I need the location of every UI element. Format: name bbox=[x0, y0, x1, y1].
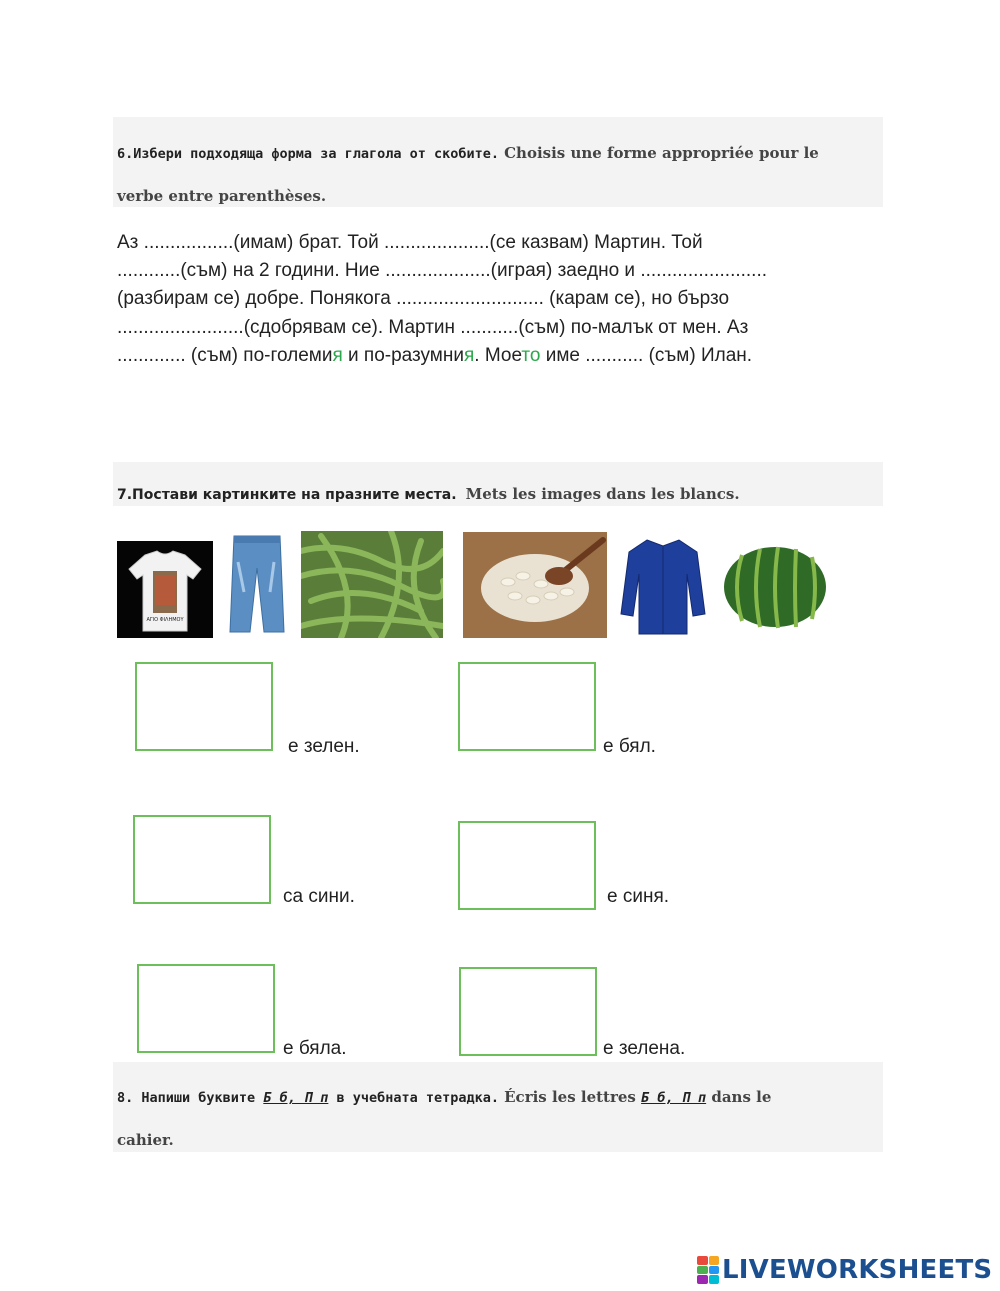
watermelon-image[interactable] bbox=[722, 545, 828, 630]
brand-name: LIVEWORKSHEETS bbox=[722, 1255, 993, 1285]
paragraph-line-4: ........................(сдобрявам се). Мартин ...........(съм) по-малък от мен. Аз bbox=[117, 316, 749, 338]
tshirt-image[interactable] bbox=[117, 541, 213, 638]
exercise-6-title: 6.Избери подходяща форма за глагола от скобите. Choisis une forme appropriée pour le bbox=[117, 144, 819, 162]
svg-text:ΑΓΙΟ ΦΙΛΗΜΟΥ: ΑΓΙΟ ΦΙΛΗΜΟΥ bbox=[146, 617, 184, 623]
jeans-icon bbox=[224, 532, 290, 635]
answer-box-6[interactable] bbox=[459, 967, 597, 1056]
paragraph-line-1: Аз .................(имам) брат. Той ....................(се казвам) Мартин. Той bbox=[117, 232, 703, 253]
blue-shirt-icon bbox=[617, 534, 709, 637]
answer-box-4[interactable] bbox=[458, 821, 596, 910]
label-5: е бяла. bbox=[283, 1038, 347, 1059]
tshirt-icon bbox=[117, 541, 213, 638]
answer-box-2[interactable] bbox=[458, 662, 596, 751]
label-1: е зелен. bbox=[288, 736, 360, 757]
white-beans-image[interactable] bbox=[463, 532, 607, 638]
green-beans-image[interactable] bbox=[301, 531, 443, 638]
exercise-7-title: 7.Постави картинките на празните места. Mets les images dans les blancs. bbox=[117, 485, 740, 503]
white-beans-icon bbox=[463, 532, 607, 638]
label-6: е зелена. bbox=[603, 1038, 686, 1059]
exercise-6-paragraph bbox=[117, 229, 857, 370]
exercise-6-title-cont: verbe entre parenthèses. bbox=[117, 187, 327, 205]
label-3: са сини. bbox=[283, 886, 355, 907]
answer-box-3[interactable] bbox=[133, 815, 271, 904]
paragraph-line-2: ............(съм) на 2 години. Ние ....................(играя) заедно и ........................ bbox=[117, 260, 768, 282]
jeans-image[interactable] bbox=[224, 532, 290, 635]
exercise-8-header bbox=[113, 1062, 883, 1152]
answer-box-1[interactable] bbox=[135, 662, 273, 751]
label-4: е синя. bbox=[607, 886, 670, 907]
exercise-8-title-cont: cahier. bbox=[117, 1131, 174, 1149]
paragraph-line-5: ............. (съм) по-големия и по-разумния. Моето име ........... (съм) Илан. bbox=[117, 344, 753, 366]
label-2: е бял. bbox=[603, 736, 656, 757]
paragraph-line-3: (разбирам се) добре. Понякога ............................ (карам се), но бързо bbox=[117, 288, 730, 310]
answer-box-5[interactable] bbox=[137, 964, 275, 1053]
blue-shirt-image[interactable] bbox=[617, 534, 709, 637]
watermelon-icon bbox=[722, 545, 828, 630]
green-beans-icon bbox=[301, 531, 443, 638]
exercise-8-title: 8. Напиши буквите Б б, П п в учебната тетрадка. Écris les lettres Б б, П п dans le bbox=[117, 1088, 772, 1106]
live-mark-icon bbox=[697, 1256, 719, 1284]
liveworksheets-logo bbox=[697, 1254, 992, 1286]
